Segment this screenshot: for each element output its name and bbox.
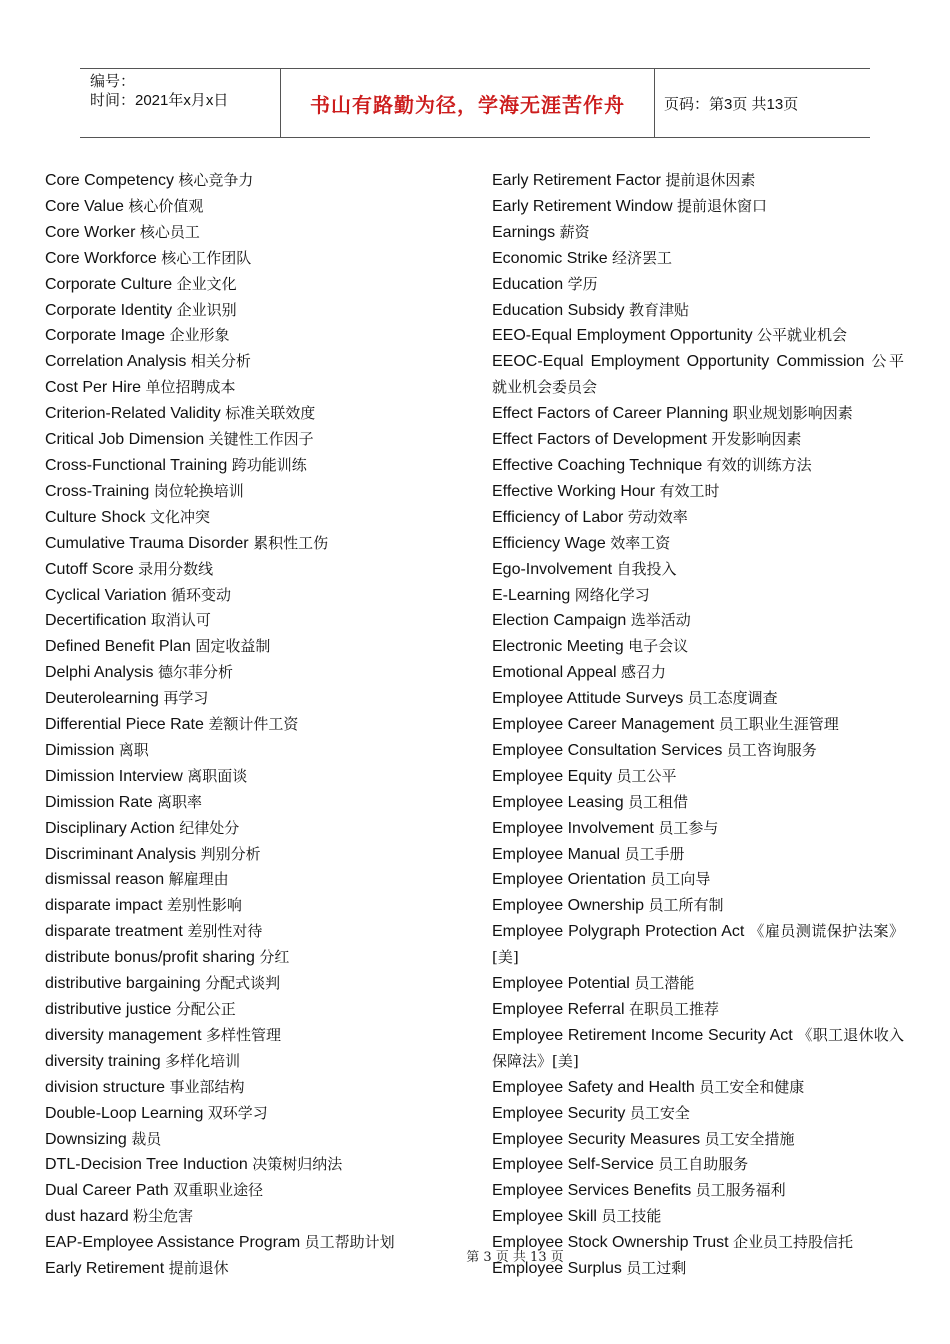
term-chinese: 员工安全措施: [704, 1129, 795, 1148]
term-chinese: 在职员工推荐: [628, 1000, 719, 1018]
term-english: Emotional Appeal: [492, 664, 617, 682]
term-chinese: 员工帮助计划: [304, 1233, 395, 1252]
term-chinese: 员工租借: [628, 792, 689, 811]
glossary-entry: [45, 427, 475, 453]
term-chinese: 核心工作团队: [161, 248, 252, 267]
glossary-entry: [45, 919, 475, 945]
footer-page-number: 第 3 页 共 13 页: [466, 1250, 564, 1265]
glossary-entry: [492, 557, 904, 583]
glossary-entry: [492, 1178, 904, 1204]
term-chinese: 员工技能: [601, 1207, 662, 1226]
term-english: Employee Services Benefits: [492, 1182, 692, 1200]
term-chinese: 《职工退休收入保障法》[美]: [492, 1025, 904, 1070]
glossary-entry: [45, 997, 475, 1023]
glossary-entry: [45, 816, 475, 842]
glossary-entry: [492, 220, 904, 246]
term-english: dust hazard: [45, 1208, 129, 1226]
glossary-entry: [492, 997, 904, 1023]
term-chinese: 离职: [118, 740, 149, 759]
term-english: Defined Benefit Plan: [45, 638, 191, 656]
term-chinese: 员工安全和健康: [699, 1077, 805, 1096]
term-chinese: 员工公平: [616, 766, 677, 785]
term-chinese: 员工所有制: [648, 896, 724, 915]
term-chinese: 员工手册: [624, 844, 685, 863]
term-chinese: 多样性管理: [205, 1025, 281, 1044]
term-english: EEOC-Equal Employment Opportunity Commission: [492, 353, 865, 371]
term-english: distributive justice: [45, 1001, 172, 1018]
glossary-entry: [45, 194, 475, 220]
term-chinese: 差额计件工资: [208, 715, 299, 734]
term-english: Downsizing: [45, 1130, 127, 1148]
term-english: Efficiency Wage: [492, 534, 606, 552]
glossary-entry: [45, 893, 475, 919]
term-chinese: 电子会议: [628, 637, 689, 656]
term-english: Early Retirement Factor: [492, 172, 661, 189]
glossary-entry: [492, 453, 904, 479]
document-header: [80, 68, 870, 138]
term-english: Employee Manual: [492, 845, 621, 863]
term-english: diversity training: [45, 1052, 161, 1070]
glossary-entry: [45, 323, 475, 349]
term-english: Cross-Training: [45, 482, 150, 500]
term-chinese: 企业员工持股信托: [733, 1233, 854, 1252]
page-label: 页码：第3页 共13页: [664, 95, 799, 113]
term-chinese: 跨功能训练: [231, 455, 307, 474]
term-english: Employee Surplus: [492, 1260, 622, 1278]
term-chinese: 员工咨询服务: [726, 740, 817, 759]
glossary-entry: [45, 764, 475, 790]
glossary-entry: [45, 1101, 475, 1127]
time-label: 时间：2021年x月x日: [90, 92, 229, 109]
term-english: Core Value: [45, 197, 124, 215]
term-chinese: 学历: [567, 274, 598, 293]
term-chinese: 德尔菲分析: [157, 663, 233, 682]
term-chinese: 差别性对待: [187, 922, 263, 941]
glossary-entry: [492, 323, 904, 349]
glossary-entry: [45, 349, 475, 375]
glossary-entry: [492, 1023, 904, 1075]
left-glossary-column: [45, 168, 475, 1282]
term-english: E-Learning: [492, 586, 571, 604]
term-english: diversity management: [45, 1026, 202, 1044]
term-english: Corporate Culture: [45, 275, 173, 293]
term-chinese: 核心竞争力: [178, 171, 254, 189]
term-chinese: 员工向导: [650, 870, 711, 889]
glossary-entry: [492, 686, 904, 712]
glossary-entry: [45, 583, 475, 609]
term-chinese: 差别性影响: [166, 896, 242, 915]
term-chinese: 企业识别: [176, 300, 237, 319]
glossary-entry: [492, 634, 904, 660]
term-english: Early Retirement: [45, 1260, 165, 1278]
term-english: Employee Security Measures: [492, 1130, 701, 1148]
right-glossary-column: [492, 168, 904, 1282]
term-english: Dual Career Path: [45, 1182, 169, 1200]
term-chinese: 循环变动: [170, 585, 231, 604]
term-english: distributive bargaining: [45, 975, 201, 993]
glossary-entry: [492, 790, 904, 816]
term-chinese: 裁员: [131, 1129, 162, 1148]
glossary-entry: [492, 427, 904, 453]
term-english: Employee Career Management: [492, 716, 715, 734]
term-english: Election Campaign: [492, 612, 627, 630]
term-english: Employee Attitude Surveys: [492, 690, 684, 708]
glossary-entry: [45, 1049, 475, 1075]
term-chinese: 网络化学习: [574, 585, 650, 604]
term-chinese: 选举活动: [630, 611, 691, 630]
term-chinese: 自我投入: [616, 559, 677, 578]
term-chinese: 教育津贴: [628, 300, 689, 319]
term-english: Employee Retirement Income Security Act: [492, 1026, 793, 1044]
term-english: Effective Working Hour: [492, 482, 656, 500]
header-left-cell: [80, 69, 281, 137]
glossary-entry: [492, 583, 904, 609]
term-english: Dimission: [45, 741, 115, 759]
term-chinese: 公平就业机会: [757, 326, 848, 345]
term-english: Education: [492, 275, 564, 293]
term-chinese: 事业部结构: [169, 1077, 245, 1096]
term-chinese: 决策树归纳法: [252, 1155, 343, 1174]
term-chinese: 职业规划影响因素: [732, 404, 853, 423]
term-chinese: 核心员工: [139, 222, 200, 241]
term-chinese: 员工职业生涯管理: [718, 715, 839, 734]
glossary-entry: [492, 1204, 904, 1230]
term-english: Correlation Analysis: [45, 353, 187, 371]
header-page-cell: [655, 69, 870, 137]
glossary-entry: [492, 816, 904, 842]
term-english: Delphi Analysis: [45, 664, 154, 682]
number-label: 编号：: [90, 73, 136, 90]
glossary-entry: [45, 1023, 475, 1049]
term-english: Employee Security: [492, 1104, 626, 1122]
term-chinese: 判别分析: [200, 844, 261, 863]
header-motto-cell: [281, 69, 655, 137]
term-chinese: 分配公正: [175, 1000, 236, 1018]
term-english: dismissal reason: [45, 871, 165, 889]
glossary-entry: [492, 401, 904, 427]
glossary-entry: [492, 712, 904, 738]
glossary-entry: [492, 479, 904, 505]
term-chinese: 单位招聘成本: [145, 378, 236, 397]
glossary-entry: [45, 634, 475, 660]
glossary-entry: [45, 1178, 475, 1204]
glossary-entry: [492, 505, 904, 531]
glossary-entry: [45, 660, 475, 686]
term-chinese: 离职面谈: [187, 766, 248, 785]
term-chinese: 开发影响因素: [711, 430, 802, 449]
glossary-entry: [45, 531, 475, 557]
term-chinese: 薪资: [559, 222, 590, 241]
glossary-entry: [492, 738, 904, 764]
glossary-entry: [492, 660, 904, 686]
glossary-entry: [45, 608, 475, 634]
glossary-entry: [45, 505, 475, 531]
glossary-entry: [492, 246, 904, 272]
term-english: Employee Referral: [492, 1001, 625, 1018]
term-english: Employee Orientation: [492, 871, 646, 889]
glossary-entry: [45, 375, 475, 401]
term-english: distribute bonus/profit sharing: [45, 949, 255, 967]
term-english: division structure: [45, 1078, 166, 1096]
term-chinese: 纪律处分: [179, 818, 240, 837]
term-chinese: 岗位轮换培训: [153, 481, 244, 500]
glossary-entry: [492, 919, 904, 971]
term-chinese: 员工潜能: [634, 974, 695, 993]
term-chinese: 离职率: [157, 792, 203, 811]
glossary-entry: [492, 842, 904, 868]
term-english: Core Workforce: [45, 249, 157, 267]
glossary-entry: [492, 608, 904, 634]
term-chinese: 劳动效率: [627, 507, 688, 526]
glossary-entry: [45, 220, 475, 246]
page-footer: [0, 1246, 950, 1265]
glossary-entry: [45, 867, 475, 893]
term-english: Cross-Functional Training: [45, 456, 228, 474]
term-chinese: 录用分数线: [138, 559, 214, 578]
term-english: disparate treatment: [45, 923, 183, 941]
glossary-entry: [45, 1127, 475, 1153]
term-chinese: 粉尘危害: [133, 1207, 194, 1226]
term-english: Cyclical Variation: [45, 586, 167, 604]
term-english: Employee Leasing: [492, 793, 624, 811]
glossary-entry: [45, 557, 475, 583]
term-chinese: 员工安全: [629, 1103, 690, 1122]
term-chinese: 有效工时: [659, 481, 720, 500]
term-english: Differential Piece Rate: [45, 716, 204, 734]
term-chinese: 提前退休: [168, 1259, 229, 1278]
term-chinese: 分红: [259, 948, 290, 967]
term-chinese: 有效的训练方法: [706, 455, 812, 474]
term-english: Double-Loop Learning: [45, 1104, 204, 1122]
term-english: Effect Factors of Career Planning: [492, 405, 729, 423]
term-chinese: 经济罢工: [612, 248, 673, 267]
term-chinese: 感召力: [620, 663, 666, 682]
term-english: Employee Ownership: [492, 897, 645, 915]
term-english: Cutoff Score: [45, 560, 134, 578]
term-english: Critical Job Dimension: [45, 431, 205, 449]
term-english: Effective Coaching Technique: [492, 456, 703, 474]
glossary-entry: [492, 1127, 904, 1153]
term-english: Dimission Interview: [45, 767, 183, 785]
term-chinese: 员工过剩: [626, 1259, 687, 1278]
glossary-entry: [45, 479, 475, 505]
term-english: Core Worker: [45, 223, 136, 241]
term-english: Earnings: [492, 223, 556, 241]
glossary-entry: [492, 1152, 904, 1178]
term-chinese: 解雇理由: [168, 870, 229, 889]
term-chinese: 文化冲突: [149, 507, 210, 526]
glossary-entry: [45, 401, 475, 427]
glossary-entry: [45, 453, 475, 479]
term-chinese: 累积性工伤: [253, 533, 329, 552]
term-english: Criterion-Related Validity: [45, 405, 221, 423]
term-english: disparate impact: [45, 897, 163, 915]
glossary-entry: [45, 686, 475, 712]
term-chinese: 员工参与: [658, 818, 719, 837]
term-english: Electronic Meeting: [492, 638, 624, 656]
glossary-entry: [492, 971, 904, 997]
term-english: Cumulative Trauma Disorder: [45, 534, 249, 552]
term-english: Employee Potential: [492, 975, 630, 993]
term-english: Employee Self-Service: [492, 1156, 654, 1174]
term-english: Employee Stock Ownership Trust: [492, 1234, 729, 1252]
term-english: Employee Involvement: [492, 819, 654, 837]
glossary-entry: [45, 712, 475, 738]
term-english: Employee Safety and Health: [492, 1078, 695, 1096]
glossary-entry: [492, 1075, 904, 1101]
term-english: Effect Factors of Development: [492, 431, 707, 449]
term-chinese: 相关分析: [190, 352, 251, 371]
glossary-entry: [492, 194, 904, 220]
term-english: Education Subsidy: [492, 301, 625, 319]
term-chinese: 双环学习: [207, 1103, 268, 1122]
term-chinese: 公平就业机会委员会: [492, 352, 904, 397]
term-english: EAP-Employee Assistance Program: [45, 1234, 301, 1252]
term-english: Ego-Involvement: [492, 560, 613, 578]
term-chinese: 效率工资: [610, 533, 671, 552]
glossary-entry: [45, 1075, 475, 1101]
glossary-entry: [492, 867, 904, 893]
motto-text: 书山有路勤为径，学海无涯苦作舟: [310, 92, 625, 117]
term-english: Economic Strike: [492, 249, 608, 267]
term-chinese: 提前退休因素: [665, 171, 756, 189]
term-english: Corporate Identity: [45, 301, 173, 319]
glossary-entry: [45, 1152, 475, 1178]
term-english: Core Competency: [45, 172, 174, 189]
term-english: Early Retirement Window: [492, 197, 673, 215]
glossary-entry: [492, 272, 904, 298]
term-chinese: 核心价值观: [128, 196, 204, 215]
term-english: Disciplinary Action: [45, 819, 175, 837]
term-english: Employee Equity: [492, 767, 613, 785]
term-chinese: 员工自助服务: [658, 1155, 749, 1174]
term-english: Dimission Rate: [45, 793, 153, 811]
glossary-entry: [492, 298, 904, 324]
term-chinese: 企业形象: [169, 326, 230, 345]
term-english: Culture Shock: [45, 508, 146, 526]
glossary-entry: [45, 272, 475, 298]
term-chinese: 员工服务福利: [695, 1181, 786, 1200]
glossary-entry: [45, 971, 475, 997]
term-chinese: 关键性工作因子: [208, 430, 314, 449]
term-chinese: 双重职业途径: [173, 1181, 264, 1200]
term-chinese: 提前退休窗口: [676, 196, 767, 215]
term-chinese: 企业文化: [176, 274, 237, 293]
glossary-entry: [45, 842, 475, 868]
term-english: Employee Skill: [492, 1208, 597, 1226]
glossary-entry: [45, 1204, 475, 1230]
term-chinese: 《雇员测谎保护法案》[美]: [492, 922, 904, 967]
glossary-entry: [492, 893, 904, 919]
term-english: EEO-Equal Employment Opportunity: [492, 327, 753, 345]
term-chinese: 再学习: [163, 689, 209, 708]
glossary-entry: [45, 168, 475, 194]
glossary-entry: [45, 790, 475, 816]
term-chinese: 多样化培训: [165, 1051, 241, 1070]
glossary-entry: [492, 1101, 904, 1127]
term-english: Discriminant Analysis: [45, 845, 197, 863]
term-english: Efficiency of Labor: [492, 508, 624, 526]
term-chinese: 员工态度调查: [687, 689, 778, 708]
term-english: Employee Polygraph Protection Act: [492, 923, 745, 941]
term-english: Employee Consultation Services: [492, 741, 723, 759]
term-english: Deuterolearning: [45, 690, 159, 708]
term-english: Cost Per Hire: [45, 379, 142, 397]
glossary-entry: [45, 298, 475, 324]
term-english: DTL-Decision Tree Induction: [45, 1156, 248, 1174]
term-chinese: 标准关联效度: [225, 404, 316, 423]
term-chinese: 取消认可: [150, 611, 211, 630]
term-english: Decertification: [45, 612, 147, 630]
glossary-entry: [492, 168, 904, 194]
term-chinese: 分配式谈判: [205, 974, 281, 993]
glossary-entry: [45, 945, 475, 971]
glossary-entry: [492, 349, 904, 401]
glossary-entry: [492, 531, 904, 557]
term-chinese: 固定收益制: [195, 637, 271, 656]
glossary-entry: [45, 738, 475, 764]
glossary-entry: [492, 764, 904, 790]
glossary-entry: [45, 246, 475, 272]
term-english: Corporate Image: [45, 327, 166, 345]
